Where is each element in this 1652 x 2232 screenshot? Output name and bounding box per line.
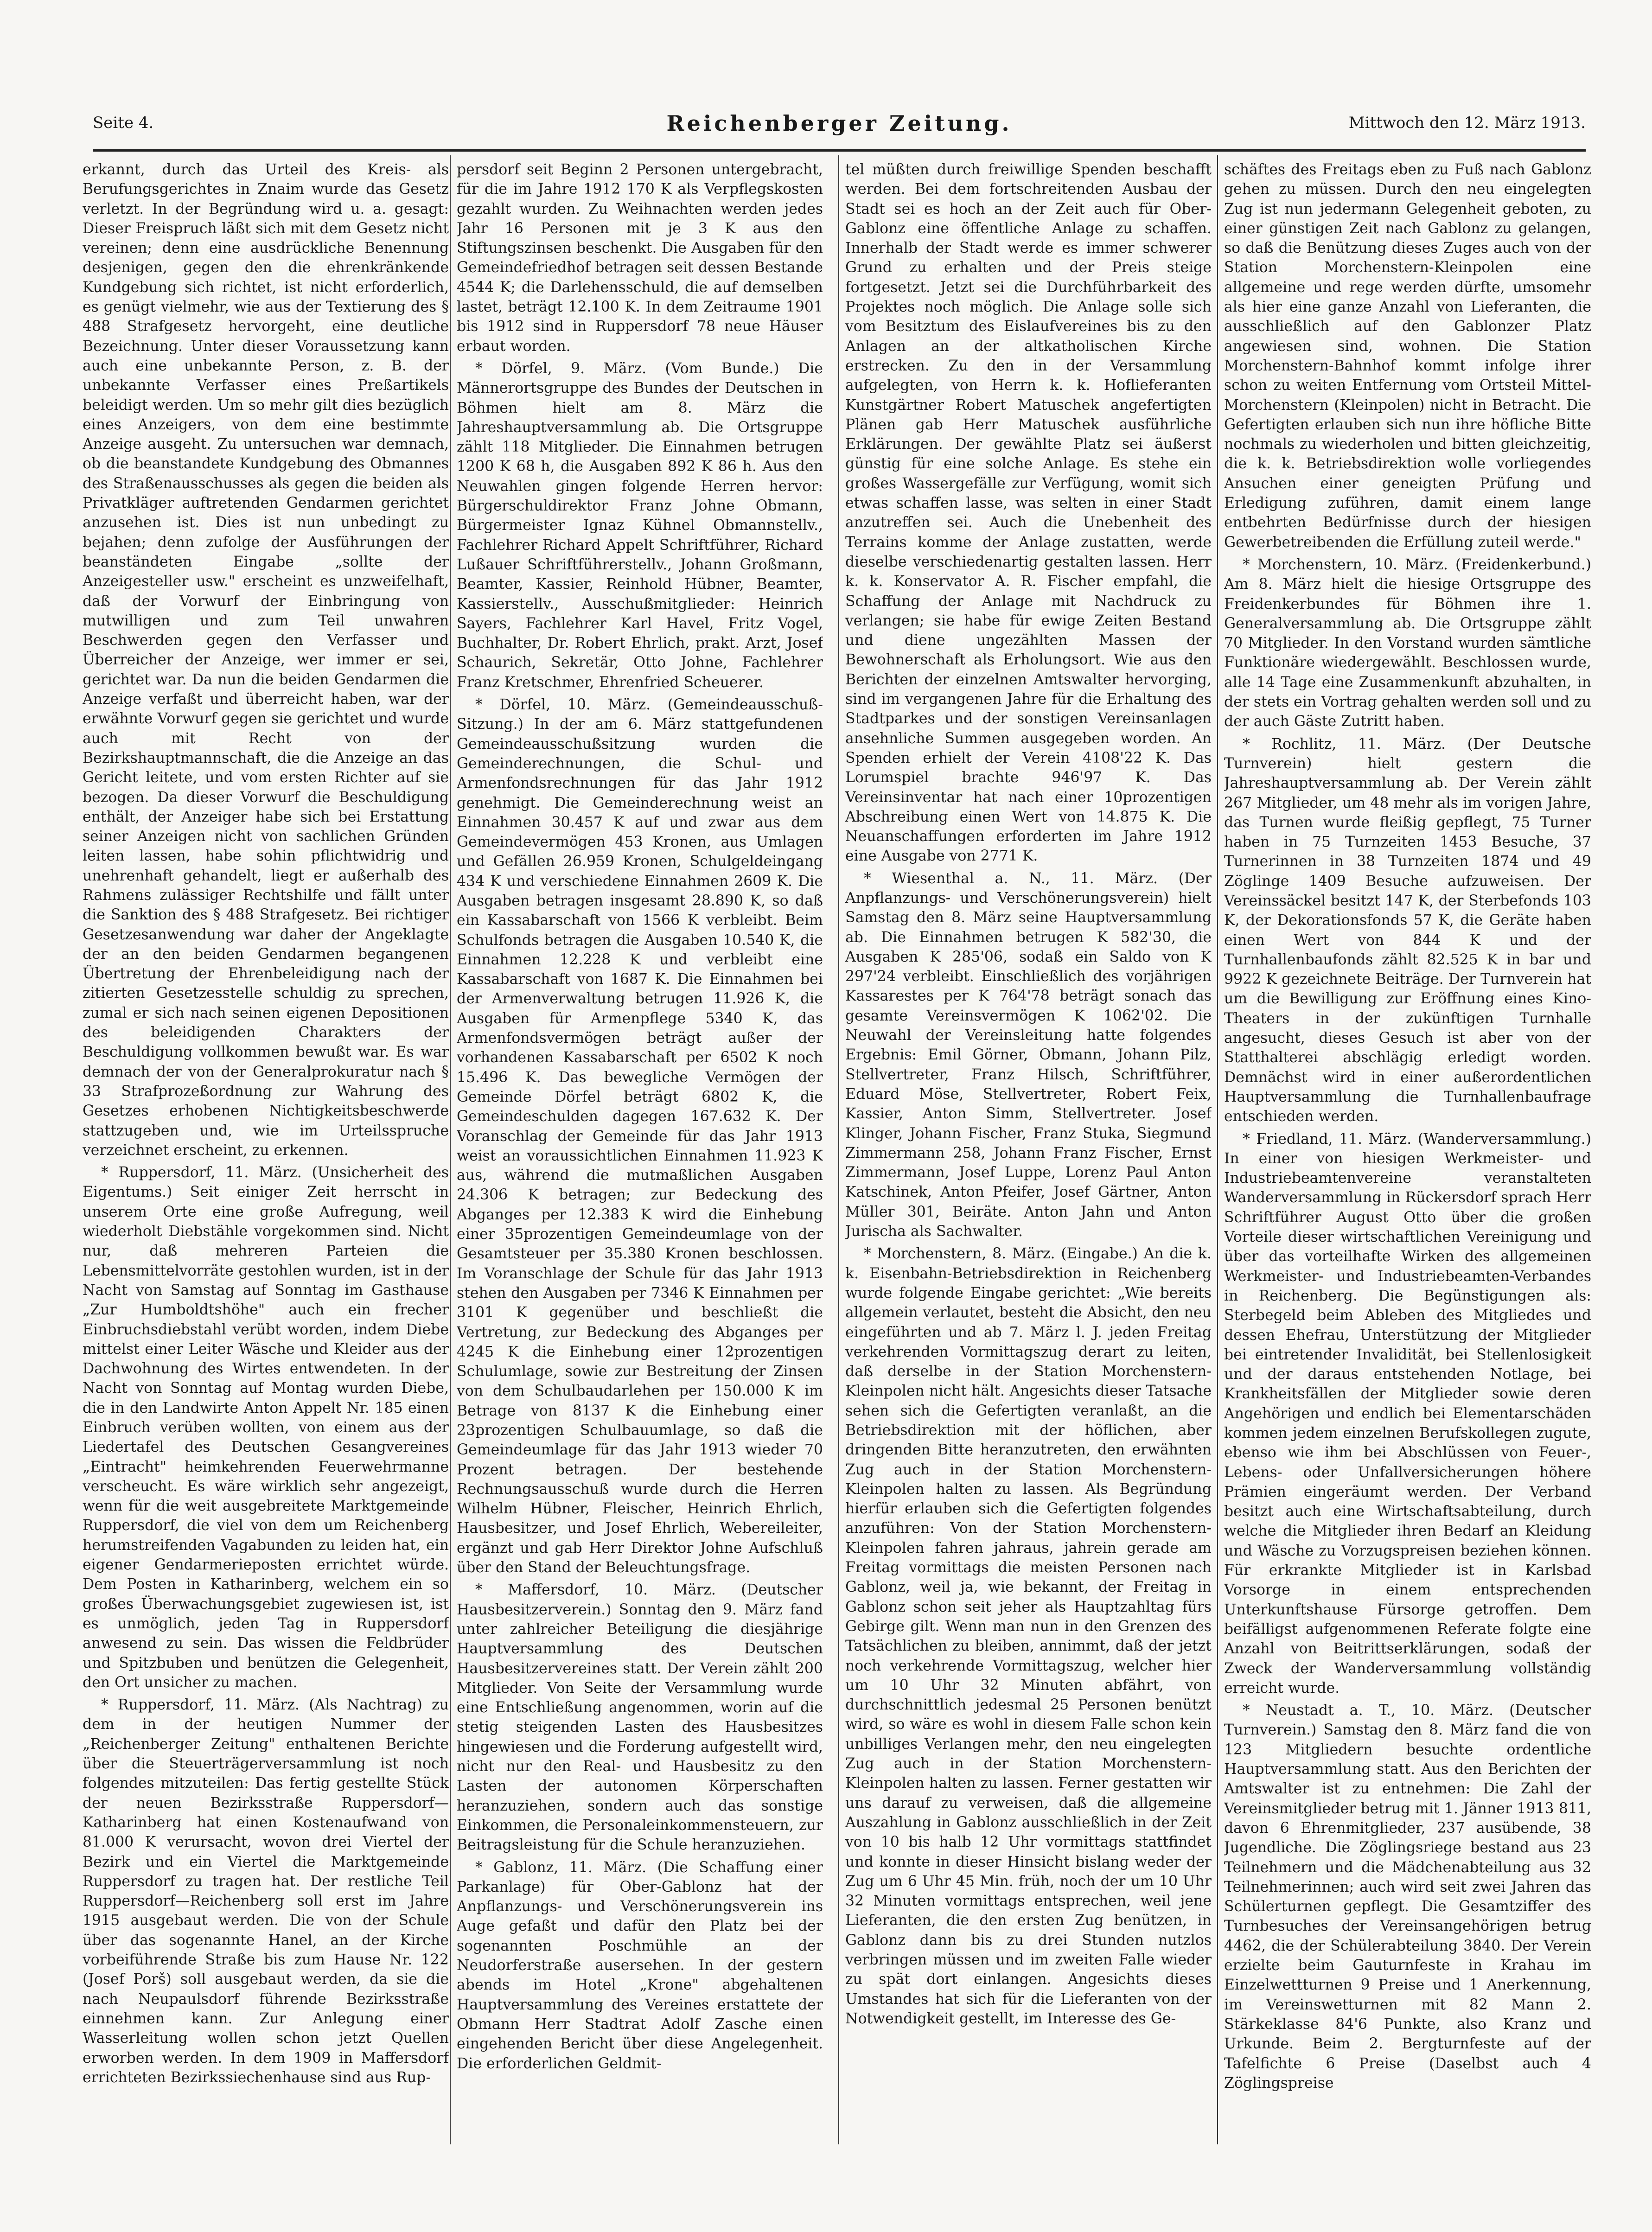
issue-date: Mittwoch den 12. März 1913.	[1348, 114, 1586, 132]
article-paragraph: * Dörfel, 9. März. (Vom Bunde.) Die Männerortsgruppe des Bundes der Deutschen in Böhmen hielt am 8. März die Jahreshauptversammlung ab. Die Ortsgruppe zählt 118 Mitglieder. Die Einnahmen betrugen 1200 K 68 h, die Ausgaben 892 K 86 h. Aus den Neuwahlen gingen folgende Herren hervor: Bürgerschuldirektor Franz Johne Obmann, Bürgermeister Ignaz Kühnel Obmannstellv., Fachlehrer Richard Appelt Schriftführer, Richard Lußauer Schriftführerstellv., Johann Großmann, Beamter, Kassier, Reinhold Hübner, Beamter, Kassierstellv., Ausschußmitglieder: Heinrich Sayers, Fachlehrer Karl Havel, Fritz Vogel, Buchhalter, Dr. Robert Ehrlich, prakt. Arzt, Josef Schaurich, Sekretär, Otto Johne, Fachlehrer Franz Kretschmer, Ehrenfried Scheuerer.	[457, 360, 823, 691]
article-paragraph: persdorf seit Beginn 2 Personen untergebracht, für die im Jahre 1912 170 K als Verpflegskosten gezahlt wurden. Zu Weihnachten werden jedes Jahr 16 Personen mit je 3 K aus den Stiftungszinsen beschenkt. Die Ausgaben für den Gemeindefriedhof betragen seit dessen Bestande 4544 K; die Darlehensschuld, die auf demselben lastet, beträgt 12.100 K. In dem Zeitraume 1901 bis 1912 sind in Ruppersdorf 78 neue Häuser erbaut worden.	[457, 161, 823, 355]
text-column-2	[457, 160, 823, 2154]
text-column-1	[83, 160, 449, 2154]
text-column-4	[1224, 160, 1591, 2154]
article-paragraph: * Gablonz, 11. März. (Die Schaffung einer Parkanlage) für Ober-Gablonz hat der Anpflanzungs- und Verschönerungsverein ins Auge gefaßt und dafür den Platz bei der sogenannten Poschmühle an der Neudorferstraße ausersehen. In der gestern abends im Hotel „Krone" abgehaltenen Hauptversammlung des Vereines erstattete der Obmann Herr Stadtrat Adolf Zasche einen eingehenden Bericht über diese Angelegenheit. Die erforderlichen Geldmit-	[457, 1859, 823, 2072]
page-header	[93, 111, 1586, 146]
article-paragraph: * Rochlitz, 11. März. (Der Deutsche Turnverein) hielt gestern die Jahreshauptversammlung ab. Der Verein zählt 267 Mitglieder, um 48 mehr als im vorigen Jahre, das Turnen wurde fleißig gepflegt, 75 Turner haben in 75 Turnzeiten 1453 Besuche, 37 Turnerinnen in 38 Turnzeiten 1874 und 49 Zöglinge 1409 Besuche aufzuweisen. Der Vereinssäckel besitzt 147 K, der Sterbefonds 103 K, der Dekorationsfonds 57 K, die Geräte haben einen Wert von 844 K und der Turnhallenbaufonds zählt 82.525 K in bar und 9922 K gezeichnete Beiträge. Der Turnverein hat um die Bewilligung zur Eröffnung eines Kino-Theaters in der zukünftigen Turnhalle angesucht, dieses Gesuch ist aber von der Statthalterei abschlägig erledigt worden. Demnächst wird in einer außerordentlichen Hauptversammlung die Turnhallenbaufrage entschieden werden.	[1224, 735, 1591, 1125]
text-column-3	[845, 160, 1212, 2154]
newspaper-title: Reichenberger Zeitung.	[666, 111, 1012, 136]
article-paragraph: * Friedland, 11. März. (Wanderversammlung.) In einer von hiesigen Werkmeister- und Industriebeamtenvereine veranstalteten Wanderversammlung in Rückersdorf sprach Herr Schriftführer August Otto über die großen Vorteile dieser wirtschaftlichen Vereinigung und über das vorteilhafte Wirken des allgemeinen Werkmeister- und Industriebeamten-Verbandes in Reichenberg. Die Begünstigungen als: Sterbegeld beim Ableben des Mitgliedes und dessen Ehefrau, Unterstützung der Mitglieder bei eintretender Invalidität, bei Stellenlosigkeit und der daraus entstehenden Notlage, bei Krankheitsfällen der Mitglieder sowie deren Angehörigen und endlich bei Elementarschäden kommen jedem einzelnen Berufskollegen zugute, ebenso wie ihm bei Abschlüssen von Feuer-, Lebens- oder Unfallversicherungen höhere Prämien eingeräumt werden. Der Verband besitzt auch eine Wirtschaftsabteilung, durch welche die Mitglieder ihren Bedarf an Kleidung und Wäsche zu Vorzugspreisen beziehen können. Für erkrankte Mitglieder ist in Karlsbad Vorsorge in einem entsprechenden Unterkunftshause Fürsorge getroffen. Dem beifälligst aufgenommenen Referate folgte eine Anzahl von Beitrittserklärungen, sodaß der Zweck der Wanderversammlung vollständig erreicht wurde.	[1224, 1130, 1591, 1696]
article-paragraph: tel müßten durch freiwillige Spenden beschafft werden. Bei dem fortschreitenden Ausbau der Stadt sei es hoch an der Zeit auch für Ober-Gablonz eine öffentliche Anlage zu schaffen. Innerhalb der Stadt werde es immer schwerer Grund zu erhalten und der Preis steige fortgesetzt. Jetzt sei die Durchführbarkeit des Projektes noch möglich. Die Anlage solle sich vom Besitztum des Eislaufvereines bis zu den Anlagen an der altkatholischen Kirche erstrecken. Zu den in der Versammlung aufgelegten, von Herrn k. k. Hoflieferanten Kunstgärtner Robert Matuschek angefertigten Plänen gab Herr Matuschek ausführliche Erklärungen. Der gewählte Platz sei äußerst günstig für eine solche Anlage. Es stehe ein großes Wassergefälle zur Verfügung, womit sich etwas schaffen lasse, was selten in einer Stadt anzutreffen sei. Auch die Unebenheit des Terrains komme der Anlage zustatten, werde dieselbe verschiedenartig gestalten lassen. Herr k. k. Konservator A. R. Fischer empfahl, die Schaffung der Anlage mit Nachdruck zu verlangen; sie habe für ewige Zeiten Bestand und diene ungezählten Massen der Bewohnerschaft als Erholungsort. Wie aus den Berichten der einzelnen Amtswalter hervorging, sind im vergangenen Jahre für die Erhaltung des Stadtparkes und der sonstigen Vereinsanlagen ansehnliche Summen ausgegeben worden. An Spenden erhielt der Verein 4108'22 K. Das Lorumspiel brachte 946'97 K. Das Vereinsinventar hat nach einer 10prozentigen Abschreibung einen Wert von 14.875 K. Die Neuanschaffungen erforderten im Jahre 1912 eine Ausgabe von 2771 K.	[845, 161, 1212, 865]
article-paragraph: * Dörfel, 10. März. (Gemeindeausschuß-Sitzung.) In der am 6. März stattgefundenen Gemeindeausschußsitzung wurden die Gemeinderechnungen, die Schul- und Armenfondsrechnungen für das Jahr 1912 genehmigt. Die Gemeinderechnung weist an Einnahmen 30.457 K auf und zwar aus dem Gemeindevermögen 453 Kronen, aus Umlagen und Gefällen 26.959 Kronen, Schulgeldeingang 434 K und verschiedene Einnahmen 2609 K. Die Ausgaben betragen insgesamt 28.890 K, so daß ein Kassabarschaft von 1566 K verbleibt. Beim Schulfonds betragen die Ausgaben 10.540 K, die Einnahmen 12.228 K und verbleibt eine Kassabarschaft von 1687 K. Die Einnahmen bei der Armenverwaltung betrugen 11.926 K, die Ausgaben für Armenpflege 5340 K, das Armenfondsvermögen beträgt außer der vorhandenen Kassabarschaft per 6502 K noch 15.496 K. Das bewegliche Vermögen der Gemeinde Dörfel beträgt 6802 K, die Gemeindeschulden dagegen 167.632 K. Der Voranschlag der Gemeinde für das Jahr 1913 weist an voraussichtlichen Einnahmen 11.923 K aus, während die mutmaßlichen Ausgaben 24.306 K betragen; zur Bedeckung des Abganges per 12.383 K wird die Einhebung einer 35prozentigen Gemeindeumlage von der Gesamtsteuer per 35.380 Kronen beschlossen. Im Voranschlage der Schule für das Jahr 1913 stehen den Ausgaben per 7346 K Einnahmen per 3101 K gegenüber und beschließt die Vertretung, zur Bedeckung des Abganges per 4245 K die Einhebung einer 12prozentigen Schulumlage, sowie zur Bestreitung der Zinsen von dem Schulbaudarlehen per 150.000 K im Betrage von 8137 K die Einhebung einer 23prozentigen Schulbauumlage, so daß die Gemeindeumlage für das Jahr 1913 wieder 70 Prozent betragen. Der bestehende Rechnungsausschuß wurde durch die Herren Wilhelm Hübner, Fleischer, Heinrich Ehrlich, Hausbesitzer, und Josef Ehrlich, Webereileiter, ergänzt und gab Herr Direktor Johne Aufschluß über den Stand der Beleuchtungsfrage.	[457, 696, 823, 1576]
column-divider	[1217, 155, 1218, 2144]
article-paragraph: * Morchenstern, 10. März. (Freidenkerbund.) Am 8. März hielt die hiesige Ortsgruppe des Freidenkerbundes für Böhmen ihre 1. Generalversammlung ab. Die Ortsgruppe zählt 70 Mitglieder. In den Vorstand wurden sämtliche Funktionäre wiedergewählt. Beschlossen wurde, alle 14 Tage eine Zusammenkunft abzuhalten, in der stets ein Vortrag gehalten werden soll und zu der auch Gäste Zutritt haben.	[1224, 556, 1591, 730]
article-paragraph: * Ruppersdorf, 11. März. (Als Nachtrag) zu dem in der heutigen Nummer der „Reichenberger Zeitung" enthaltenen Berichte über die Steuerträgerversammlung ist noch folgendes mitzuteilen: Das fertig gestellte Stück der neuen Bezirksstraße Ruppersdorf—Katharinberg hat einen Kostenaufwand von 81.000 K verursacht, wovon drei Viertel der Bezirk und ein Viertel die Marktgemeinde Ruppersdorf zu tragen hat. Der restliche Teil Ruppersdorf—Reichenberg soll erst im Jahre 1915 ausgebaut werden. Die von der Schule über das sogenannte Hanel, an der Kirche vorbeiführende Straße bis zum Hause Nr. 122 (Josef Porš) soll ausgebaut werden, da sie die nach Neupaulsdorf führende Bezirksstraße einnehmen kann. Zur Anlegung einer Wasserleitung wollen schon jetzt Quellen erworben werden. In dem 1909 in Maffersdorf errichteten Bezirkssiechenhause sind aus Rup-	[83, 1696, 449, 2086]
article-paragraph: * Ruppersdorf, 11. März. (Unsicherheit des Eigentums.) Seit einiger Zeit herrscht in unserem Orte eine große Aufregung, weil wiederholt Diebstähle vorgekommen sind. Nicht nur, daß mehreren Parteien die Lebensmittelvorräte gestohlen wurden, ist in der Nacht von Samstag auf Sonntag im Gasthause „Zur Humboldtshöhe" auch ein frecher Einbruchsdiebstahl verübt worden, indem Diebe mittelst einer Leiter Wäsche und Kleider aus der Dachwohnung des Wirtes entwendeten. In der Nacht von Sonntag auf Montag wurden Diebe, die in den Landwirte Anton Appelt Nr. 185 einen Einbruch verüben wollten, von einem aus der Liedertafel des Deutschen Gesangvereines „Eintracht" heimkehrenden Feuerwehrmanne verscheucht. Es wäre wirklich sehr angezeigt, wenn für die weit ausgebreitete Marktgemeinde Ruppersdorf, die viel von dem um Reichenberg herumstreifenden Vagabunden zu leiden hat, ein eigener Gendarmerieposten errichtet würde. Dem Posten in Katharinberg, welchem ein so großes Überwachungsgebiet zugewiesen ist, ist es unmöglich, jeden Tag in Ruppersdorf anwesend zu sein. Das wissen die Feldbrüder und Spitzbuben und benützen die Gelegenheit, den Ort unsicher zu machen.	[83, 1164, 449, 1691]
article-paragraph: * Maffersdorf, 10. März. (Deutscher Hausbesitzerverein.) Sonntag den 9. März fand unter zahlreicher Beteiligung die diesjährige Hauptversammlung des Deutschen Hausbesitzervereines statt. Der Verein zählt 200 Mitglieder. Von Seite der Versammlung wurde eine Entschließung angenommen, worin auf die stetig steigenden Lasten des Hausbesitzes hingewiesen und die Forderung aufgestellt wird, nicht nur den Real- und Hausbesitz zu den Lasten der autonomen Körperschaften heranzuziehen, sondern auch das sonstige Einkommen, die Personaleinkommensteuern, zur Beitragsleistung für die Schule heranzuziehen.	[457, 1582, 823, 1854]
article-paragraph: schäftes des Freitags eben zu Fuß nach Gablonz gehen zu müssen. Durch den neu eingelegten Zug ist nun jedermann Gelegenheit geboten, zu einer günstigen Zeit nach Gablonz zu gelangen, so daß die Benützung dieses Zuges auch von der Station Morchenstern-Kleinpolen eine allgemeine und rege werden dürfte, umsomehr als hier eine ganze Anzahl von Lieferanten, die ausschließlich auf den Gablonzer Platz angewiesen sind, wohnen. Die Station Morchenstern-Bahnhof kommt infolge ihrer schon zu weiten Entfernung vom Ortsteil Mittel-Morchenstern (Kleinpolen) nicht in Betracht. Die Gefertigten erlauben sich nun ihre höfliche Bitte nochmals zu wiederholen und bitten gleichzeitig, die k. k. Betriebsdirektion wolle vorliegendes Ansuchen einer geneigten Prüfung und Erledigung zuführen, damit einem lange entbehrten Bedürfnisse durch der hiesigen Gewerbetreibenden die Erfüllung zuteil werde."	[1224, 161, 1591, 551]
column-divider	[838, 155, 839, 2144]
article-paragraph: * Wiesenthal a. N., 11. März. (Der Anpflanzungs- und Verschönerungsverein) hielt Samstag den 8. März seine Hauptversammlung ab. Die Einnahmen betrugen K 582'30, die Ausgaben K 285'06, sodaß ein Saldo von K 297'24 verbleibt. Einschließlich des vorjährigen Kassarestes per K 764'78 beträgt sonach das gesamte Vereinsvermögen K 1062'02. Die Neuwahl der Vereinsleitung hatte folgendes Ergebnis: Emil Görner, Obmann, Johann Pilz, Stellvertreter, Franz Hilsch, Schriftführer, Eduard Möse, Stellvertreter, Robert Feix, Kassier, Anton Simm, Stellvertreter. Josef Klinger, Johann Fischer, Franz Stuka, Siegmund Zimmermann 258, Johann Franz Fischer, Ernst Zimmermann, Josef Luppe, Lorenz Paul Anton Katschinek, Anton Pfeifer, Josef Gärtner, Anton Müller 301, Beiräte. Anton Jahn und Anton Jurischa als Sachwalter.	[845, 870, 1212, 1240]
article-paragraph: * Neustadt a. T., 10. März. (Deutscher Turnverein.) Samstag den 8. März fand die von 123 Mitgliedern besuchte ordentliche Hauptversammlung statt. Aus den Berichten der Amtswalter ist zu entnehmen: Die Zahl der Vereinsmitglieder betrug mit 1. Jänner 1913 811, davon 6 Ehrenmitglieder, 237 ausübende, 38 Jugendliche. Die Zöglingsriege bestand aus 23 Teilnehmern und die Mädchenabteilung aus 32 Teilnehmerinnen; auch wird seit zwei Jahren das Schülerturnen gepflegt. Die Gesamtziffer des Turnbesuches der Vereinsangehörigen betrug 4462, die der Schülerabteilung 3840. Der Verein erzielte beim Gauturnfeste in Krahau im Einzelwettturnen 9 Preise und 1 Anerkennung, im Vereinswetturnen mit 82 Mann 2. Stärkeklasse 84'6 Punkte, also Kranz und Urkunde. Beim 2. Bergturnfeste auf der Tafelfichte 6 Preise (Daselbst auch 4 Zöglingspreise	[1224, 1702, 1591, 2092]
article-paragraph: * Morchenstern, 8. März. (Eingabe.) An die k. k. Eisenbahn-Betriebsdirektion in Reichenberg wurde folgende Eingabe gerichtet: „Wie bereits allgemein verlautet, besteht die Absicht, den neu eingeführten und ab 7. März l. J. jeden Freitag verkehrenden Vormittagszug derart zu leiten, daß derselbe in der Station Morchenstern-Kleinpolen nicht hält. Angesichts dieser Tatsache sehen sich die Gefertigten veranlaßt, an die Betriebsdirektion mit der höflichen, aber dringenden Bitte heranzutreten, den erwähnten Zug auch in der Station Morchenstern-Kleinpolen halten zu lassen. Als Begründung hierfür erlauben sich die Gefertigten folgendes anzuführen: Von der Station Morchenstern-Kleinpolen fahren jahraus, jahrein gerade am Freitag vormittags die meisten Personen nach Gablonz, weil ja, wie bekannt, der Freitag in Gablonz schon seit jeher als Hauptzahltag fürs Gebirge gilt. Wenn man nun in den Grenzen des Tatsächlichen zu bleiben, annimmt, daß der jetzt noch verkehrende Vormittagszug, welcher hier um 10 Uhr 32 Minuten abfährt, von durchschnittlich jedesmal 25 Personen benützt wird, so wäre es wohl in diesem Falle schon kein unbilliges Verlangen mehr, den neu eingelegten Zug auch in der Station Morchenstern-Kleinpolen halten zu lassen. Ferner gestatten wir uns darauf zu verweisen, daß die allgemeine Auszahlung in Gablonz ausschließlich in der Zeit von 10 bis halb 12 Uhr vormittags stattfindet und konnte in dieser Hinsicht bislang weder der Zug um 6 Uhr 45 Min. früh, noch der um 10 Uhr 32 Minuten vormittags entsprechen, weil jene Lieferanten, die den ersten Zug benützen, in Gablonz dann bis zu drei Stunden nutzlos verbringen müssen und im zweiten Falle wieder zu spät dort einlangen. Angesichts dieses Umstandes hat sich für die Lieferanten von der Notwendigkeit gestellt, im Interesse des Ge-	[845, 1245, 1212, 2027]
header-rule	[93, 149, 1586, 152]
page-number: Seite 4.	[93, 114, 154, 132]
column-divider	[450, 155, 451, 2144]
article-paragraph: erkannt, durch das Urteil des Kreis- als Berufungsgerichtes in Znaim wurde das Gesetz verletzt. In der Begründung wird u. a. gesagt: Dieser Freispruch läßt sich mit dem Gesetz nicht vereinen; denn eine ausdrückliche Benennung desjenigen, gegen den die ehrenkränkende Kundgebung sich richtet, ist nicht erforderlich, es genügt vielmehr, wie aus der Textierung des § 488 Strafgesetz hervorgeht, eine deutliche Bezeichnung. Unter dieser Voraussetzung kann auch eine unbekannte Person, z. B. der unbekannte Verfasser eines Preßartikels beleidigt werden. Um so mehr gilt dies bezüglich eines Anzeigers, von dem eine bestimmte Anzeige ausgeht. Zu untersuchen war demnach, ob die beanstandete Kundgebung des Obmannes des Straßenausschusses als gegen die beiden als Privatkläger auftretenden Gendarmen gerichtet anzusehen ist. Dies ist nun unbedingt zu bejahen; denn zufolge der Ausführungen der beanständeten Eingabe „sollte der Anzeigesteller usw." erscheint es unzweifelhaft, daß der Vorwurf der Einbringung von mutwilligen und zum Teil unwahren Beschwerden gegen den Verfasser und Überreicher der Anzeige, wer immer er sei, gerichtet war. Da nun die beiden Gendarmen die Anzeige verfaßt und überreicht haben, war der erwähnte Vorwurf gegen sie gerichtet und wurde auch mit Recht von der Bezirkshauptmannschaft, die die Anzeige an das Gericht leitete, und vom ersten Richter auf sie bezogen. Da dieser Vorwurf die Beschuldigung enthält, der Anzeiger habe sich bei Erstattung seiner Anzeigen nicht von sachlichen Gründen leiten lassen, habe sohin pflichtwidrig und unehrenhaft gehandelt, liegt er außerhalb des Rahmens zulässiger Rechtshilfe und fällt unter die Sanktion des § 488 Strafgesetz. Bei richtiger Gesetzesanwendung war daher der Angeklagte der an den beiden Gendarmen begangenen Übertretung der Ehrenbeleidigung nach der zitierten Gesetzesstelle schuldig zu sprechen, zumal er sich nach seinen eigenen Depositionen des beleidigenden Charakters der Beschuldigung vollkommen bewußt war. Es war demnach der von der Generalprokuratur nach § 33 Strafprozeßordnung zur Wahrung des Gesetzes erhobenen Nichtigkeitsbeschwerde stattzugeben und, wie im Urteilsspruche verzeichnet erscheint, zu erkennen.	[83, 161, 449, 1159]
